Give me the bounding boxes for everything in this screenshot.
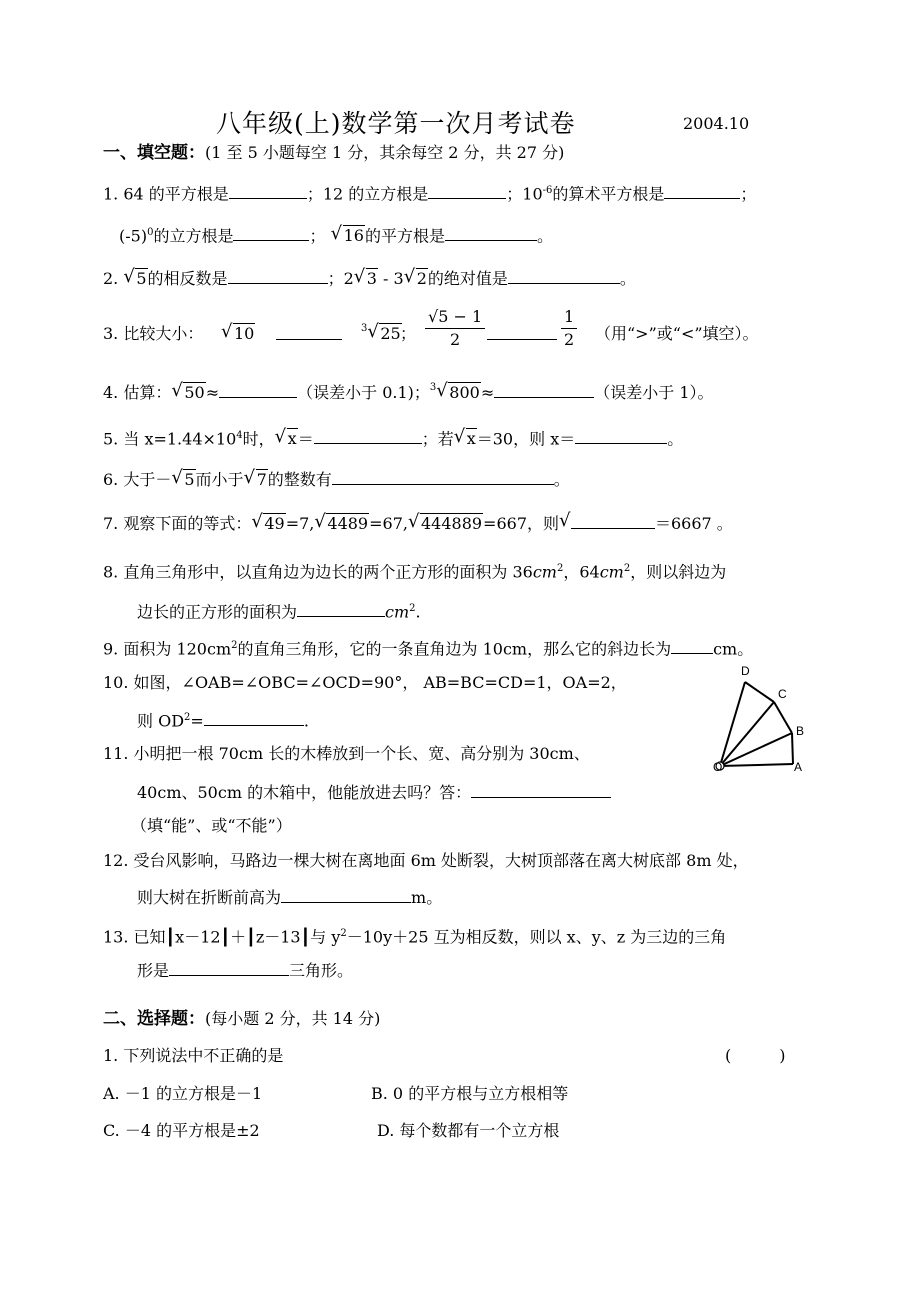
label-o: O	[713, 760, 723, 774]
option-c[interactable]: C. －4 的平方根是±2	[103, 1121, 260, 1140]
q12-text-b: m。	[411, 888, 443, 907]
q6-text-b: 而小于	[195, 470, 244, 489]
q8-text-d: 边长的正方形的面积为	[137, 602, 298, 622]
q5-text-d: ；若	[421, 429, 454, 449]
question-10-line1: 10. 如图，∠OAB=∠OBC=∠OCD=90°， AB=BC=CD=1，OA=2，	[103, 673, 627, 692]
q1-text-i: 的平方根是	[364, 226, 445, 246]
label-b: B	[796, 724, 805, 738]
q2-text-e: 的绝对值是	[427, 269, 508, 288]
sqrt-expression: √ 7	[243, 467, 267, 489]
sqrt-expression: √ 2	[403, 266, 427, 288]
answer-blank[interactable]	[297, 600, 385, 617]
q1-text-h: ；	[309, 226, 326, 246]
answer-blank[interactable]	[664, 182, 740, 199]
fraction-numerator: √5 − 1	[425, 306, 485, 329]
q5-exponent: 4	[236, 430, 243, 441]
question-4	[103, 381, 714, 407]
unit-exponent: 2	[556, 563, 564, 574]
radicand: 25	[380, 324, 401, 343]
question-9	[103, 635, 753, 660]
sqrt-expression: √ x	[453, 426, 476, 449]
q8-text-c: ，则以斜边为	[630, 562, 727, 582]
q1-exponent: -6	[542, 185, 553, 196]
q13-text-a: 13. 已知┃x－12┃＋┃z－13┃与 y	[103, 927, 341, 947]
question-2	[103, 267, 636, 290]
q6-text-c: 的整数有	[267, 470, 332, 489]
q11-text: 40cm、50cm 的木箱中，他能放进去吗？答：	[137, 783, 472, 802]
q9-exponent: 2	[231, 640, 238, 651]
sqrt-expression: √ 5	[123, 266, 147, 288]
sqrt-expression: √ 16	[330, 223, 364, 246]
answer-blank[interactable]	[487, 323, 557, 340]
q2-text-f: 。	[619, 269, 636, 288]
question-12-line1: 12. 受台风影响，马路边一棵大树在离地面 6m 处断裂，大树顶部落在离大树底部 8m 处，	[103, 851, 749, 870]
q3-text-a: 3. 比较大小：	[103, 324, 204, 343]
q9-text-c: cm。	[713, 639, 754, 659]
q9-text-a: 9. 面积为 120cm	[103, 639, 232, 659]
mc-question-1-stem: 1. 下列说法中不正确的是	[103, 1046, 284, 1065]
radicand: 50	[184, 383, 205, 402]
exam-date: 2004.10	[683, 114, 750, 133]
approx-symbol: ≈	[205, 383, 220, 402]
question-10-line2	[137, 707, 309, 732]
option-b[interactable]: B. 0 的平方根与立方根相等	[371, 1084, 569, 1103]
q3-hint: （用“>”或“<”填空）。	[595, 324, 759, 343]
unit: cm	[532, 562, 557, 582]
q7-eq-4: ＝6667 。	[655, 514, 733, 533]
section1-note: (1 至 5 小题每空 1 分，其余每空 2 分，共 27 分)	[205, 143, 565, 162]
answer-blank[interactable]	[276, 323, 342, 340]
q7-text-a: 7. 观察下面的等式：	[103, 514, 252, 533]
section2-header	[103, 1008, 380, 1030]
answer-blank[interactable]	[169, 959, 289, 976]
q13-text-b: －10y＋25 互为相反数，则以 x、y、z 为三边的三角	[346, 927, 727, 947]
question-11-line3: （填“能”、或“不能”）	[131, 816, 292, 835]
answer-blank[interactable]	[332, 468, 554, 485]
answer-blank[interactable]	[494, 381, 594, 398]
radicand: 5	[184, 470, 195, 489]
q1-text-a: 1. 64 的平方根是	[103, 184, 229, 204]
q5-text-a: 5. 当 x=1.44×10	[103, 429, 237, 449]
answer-blank[interactable]	[233, 224, 309, 241]
cube-root-expression: √ 800	[436, 380, 480, 402]
radicand: 5	[136, 269, 147, 288]
question-8-line1	[103, 558, 726, 583]
page-title: 八年级(上)数学第一次月考试卷	[216, 109, 576, 138]
q13-text-c: 形是	[137, 961, 170, 980]
sqrt-expression: √ 49	[251, 511, 285, 533]
q1-text-e: ；	[740, 184, 757, 204]
q7-eq-2: =67,	[369, 514, 408, 533]
question-8-line2	[137, 598, 421, 623]
right-triangle-spiral-figure	[708, 658, 818, 776]
q8-text-b: ，64	[563, 562, 600, 582]
radicand: 10	[234, 324, 255, 343]
radicand: 3	[366, 269, 377, 288]
radicand: 16	[343, 226, 364, 246]
q5-text-c: ＝	[297, 429, 314, 449]
answer-blank[interactable]	[571, 512, 655, 529]
q1-text-b: ；12 的立方根是	[306, 184, 429, 204]
q10-exponent: 2	[184, 712, 191, 723]
q5-text-b: 时，	[242, 429, 275, 449]
answer-blank[interactable]	[508, 267, 620, 284]
question-11-line2	[137, 781, 611, 804]
label-d: D	[741, 664, 750, 678]
question-13-line2	[137, 959, 353, 982]
radicand: 4489	[327, 514, 369, 533]
q5-text-f: 。	[667, 429, 684, 449]
radicand: x	[466, 429, 476, 449]
answer-bracket[interactable]: ( )	[725, 1046, 786, 1065]
label-c: C	[778, 687, 787, 701]
radicand: 7	[256, 470, 267, 489]
q13-exponent: 2	[340, 928, 347, 939]
q8-text-e: .	[415, 602, 421, 622]
answer-blank[interactable]	[445, 224, 537, 241]
unit: cm	[599, 562, 624, 582]
root-index: 3	[429, 382, 437, 393]
sqrt-expression: √ 3	[353, 266, 377, 288]
fraction-denominator: 2	[449, 330, 461, 349]
option-a[interactable]: A. －1 的立方根是－1	[103, 1084, 263, 1103]
cube-root-expression: $^3$ √ 25	[361, 321, 401, 343]
q1-text-g: 的立方根是	[153, 226, 234, 246]
sqrt-expression: √ 5	[171, 467, 195, 489]
unit-exponent: 2	[409, 603, 416, 614]
answer-blank[interactable]	[219, 381, 297, 398]
question-1-line2	[119, 222, 553, 247]
answer-blank[interactable]	[228, 267, 328, 284]
q4-text-a: 4. 估算：	[103, 383, 172, 402]
radicand: x	[287, 429, 297, 449]
q13-text-d: 三角形。	[289, 961, 354, 980]
q4-error-note-1: （误差小于 0.1)；	[297, 383, 430, 402]
q6-text-d: 。	[553, 470, 570, 489]
q3-semicolon: ；	[400, 324, 417, 343]
q2-text-c: ；2	[327, 269, 354, 288]
question-5	[103, 425, 683, 450]
answer-blank[interactable]	[204, 709, 304, 726]
unit-exponent: 2	[623, 563, 631, 574]
section1-heading: 一、填空题：	[103, 143, 205, 163]
q8-text-a: 8. 直角三角形中，以直角边为边长的两个正方形的面积为 36	[103, 562, 533, 582]
unit: cm	[385, 602, 410, 622]
fraction-denominator: 2	[564, 330, 575, 349]
approx-symbol: ≈	[480, 383, 495, 402]
q7-eq-1: =7,	[285, 514, 315, 533]
sqrt-expression: √ 10	[221, 321, 255, 343]
sqrt-blank: √	[559, 512, 655, 535]
q2-number: 2.	[103, 269, 124, 288]
radicand: 49	[264, 514, 285, 533]
question-12-line2	[137, 886, 442, 909]
q1-text-f: (-5)	[119, 226, 148, 246]
answer-blank[interactable]	[671, 637, 713, 654]
q1-exponent-2: 0	[147, 227, 154, 238]
sqrt-expression: √ 444889	[407, 511, 483, 533]
fraction-one-half	[561, 306, 577, 351]
q9-text-b: 的直角三角形，它的一条直角边为 10cm，那么它的斜边长为	[237, 639, 672, 659]
radicand: 800	[449, 383, 480, 402]
q2-text-d: - 3	[377, 269, 404, 288]
section1-header	[103, 142, 564, 164]
q6-text-a: 6. 大于－	[103, 470, 172, 489]
answer-blank[interactable]	[281, 886, 411, 903]
q1-text-j: 。	[536, 226, 553, 246]
q10-text-c: .	[303, 711, 309, 731]
question-13-line1	[103, 923, 726, 948]
radicand: 2	[416, 269, 427, 288]
q7-eq-3: =667，则	[483, 514, 559, 533]
q2-text-b: 的相反数是	[147, 269, 228, 288]
sqrt-expression: √ x	[274, 426, 297, 449]
question-6	[103, 468, 570, 491]
section2-note: (每小题 2 分，共 14 分)	[205, 1009, 381, 1028]
sqrt-expression: √ 4489	[314, 511, 369, 533]
answer-blank[interactable]	[314, 427, 422, 444]
fraction-sqrt5-minus1-over-2	[425, 306, 485, 351]
question-11-line1: 11. 小明把一根 70cm 长的木棒放到一个长、宽、高分别为 30cm、	[103, 744, 590, 763]
q12-text-a: 则大树在折断前高为	[137, 888, 282, 907]
answer-blank[interactable]	[575, 427, 667, 444]
question-7	[103, 512, 733, 535]
section2-heading: 二、选择题：	[103, 1009, 205, 1029]
option-d[interactable]: D. 每个数都有一个立方根	[377, 1121, 560, 1140]
q4-error-note-2: （误差小于 1）。	[594, 383, 714, 402]
q10-text-a: 则 OD	[137, 711, 185, 731]
question-1-line1	[103, 180, 756, 205]
answer-blank[interactable]	[471, 781, 611, 798]
answer-blank[interactable]	[229, 182, 307, 199]
answer-blank[interactable]	[428, 182, 506, 199]
root-index: 3	[361, 323, 368, 334]
q5-text-e: ＝30，则 x＝	[476, 429, 576, 449]
q10-text-b: =	[190, 711, 204, 731]
sqrt-expression: √ 50	[171, 380, 205, 402]
q1-text-c: ；10	[506, 184, 543, 204]
label-a: A	[794, 760, 803, 774]
fraction-numerator: 1	[561, 306, 577, 329]
radicand: 444889	[420, 514, 483, 533]
q1-text-d: 的算术平方根是	[552, 184, 665, 204]
